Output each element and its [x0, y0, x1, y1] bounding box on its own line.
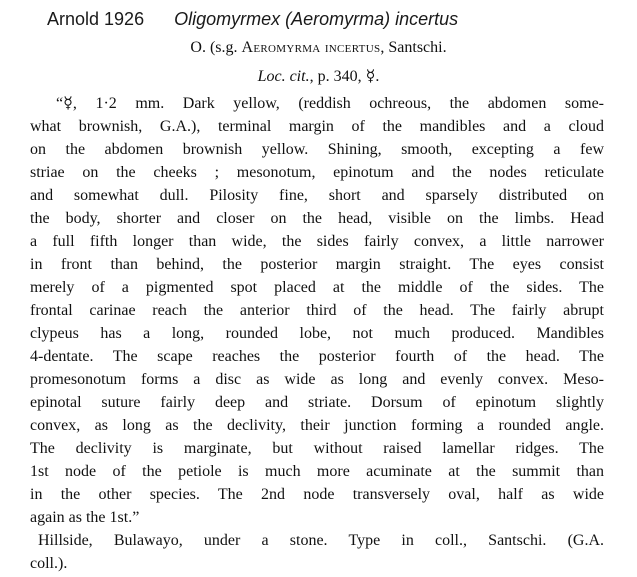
description-line: merely of a pigmented spot placed at the middle of the sides. The [30, 279, 604, 296]
title-suffix: , Santschi. [380, 39, 447, 56]
description-line: The declivity is marginate, but without raised lamellar ridges. The [30, 440, 604, 457]
description-line: 1st node of the petiole is much more acuminate at the summit than [30, 463, 604, 480]
description-line: again as the 1st.” [30, 509, 140, 526]
locality-line: coll.). [30, 555, 68, 572]
citation-line [0, 66, 637, 86]
description-line: clypeus has a long, rounded lobe, not much produced. Mandibles [30, 325, 604, 342]
locality-line: Hillside, Bulawayo, under a stone. Type in coll., Santschi. (G.A. [38, 532, 604, 549]
header-year: Arnold 1926 [47, 9, 145, 29]
title-prefix: O. (s.g. [190, 39, 242, 56]
species-title [0, 39, 637, 57]
description-line: the body, shorter and closer on the head, visible on the limbs. Head [30, 210, 604, 227]
description-line: in front than behind, the posterior margin straight. The eyes consist [30, 256, 604, 273]
description-line: promesonotum forms a disc as wide as long and evenly convex. Meso- [30, 371, 604, 388]
description-line: striae on the cheeks ; mesonotum, epinotum and the nodes reticulate [30, 164, 604, 181]
citation-loc: Loc. cit. [257, 68, 310, 85]
description-line: convex, as long as the declivity, their junction forming a rounded angle. [30, 417, 604, 434]
description-line: on the abdomen brownish yellow. Shining, smooth, excepting a few [30, 141, 604, 158]
page-header [47, 9, 458, 30]
title-species: Aeromyrma incertus [241, 39, 381, 56]
description-body [30, 92, 604, 575]
description-line: a full fifth longer than wide, the sides fairly convex, a little narrower [30, 233, 604, 250]
header-taxon: Oligomyrmex (Aeromyrma) incertus [174, 9, 459, 29]
description-line: epinotal suture fairly deep and striate. Dorsum of epinotum slightly [30, 394, 604, 411]
description-line: frontal carinae reach the anterior third of the head. The fairly abrupt [30, 302, 604, 319]
description-line: “☿, 1·2 mm. Dark yellow, (reddish ochreous, the abdomen some- [56, 95, 604, 112]
description-line: in the other species. The 2nd node transversely oval, half as wide [30, 486, 604, 503]
description-line: 4-dentate. The scape reaches the posterior fourth of the head. The [30, 348, 604, 365]
citation-rest: , p. 340, ☿. [309, 68, 380, 85]
description-line: what brownish, G.A.), terminal margin of the mandibles and a cloud [30, 118, 604, 135]
description-line: and somewhat dull. Pilosity fine, short and sparsely distributed on [30, 187, 604, 204]
